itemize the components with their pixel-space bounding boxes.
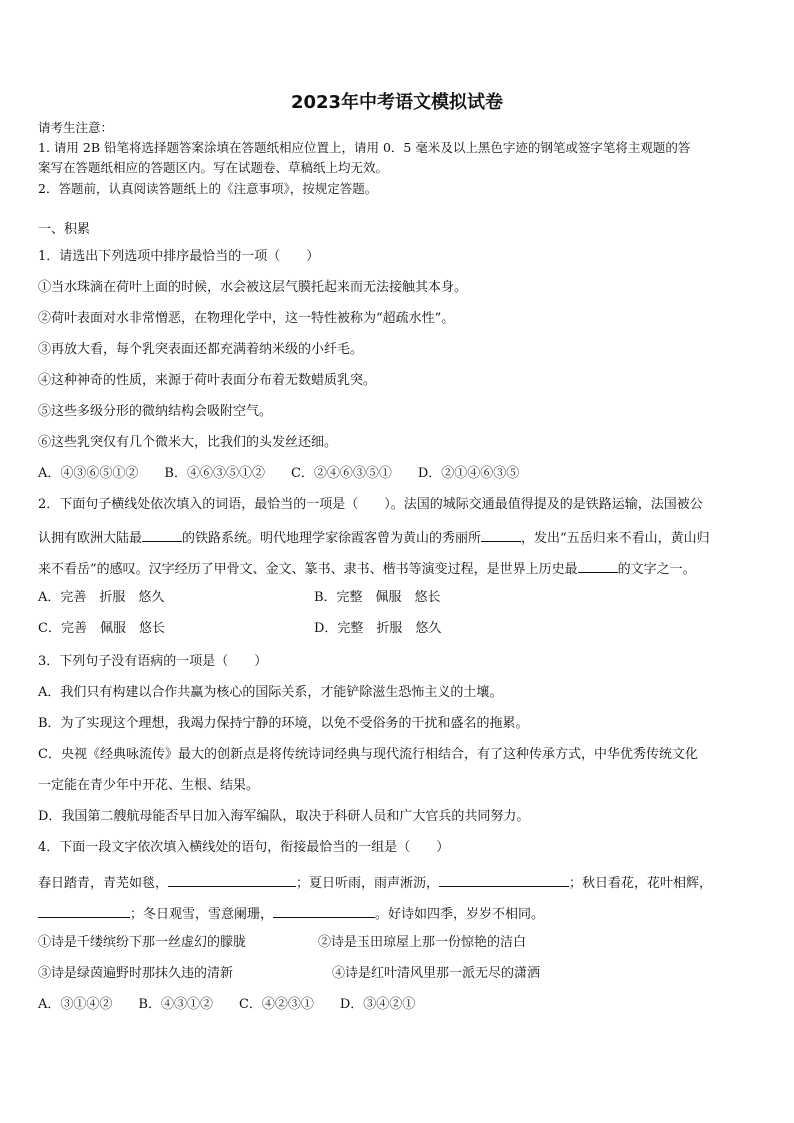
answer-blank (481, 527, 521, 542)
q2-option-d: D．完整 折服 悠久 (314, 621, 442, 636)
q2-text-e: 的文字之一。 (617, 562, 696, 577)
q1-sentence-5: ⑤这些多级分形的微纳结构会吸附空气。 (38, 404, 273, 419)
q2-text-b: 的铁路系统。明代地理学家徐霞客曾为黄山的秀丽所 (182, 531, 482, 546)
q3-option-d: D．我国第二艘航母能否早日加入海军编队，取决于科研人员和广大官兵的共同努力。 (38, 809, 530, 824)
q1-sentence-6: ⑥这些乳突仅有几个微米大，比我们的头发丝还细。 (38, 435, 338, 450)
q1-options: A．④③⑥⑤①② B．④⑥③⑤①② C．②④⑥③⑤① D．②①④⑥③⑤ (38, 466, 520, 481)
q4-text-c: ；秋日看花，花叶相辉， (569, 876, 713, 891)
q3-option-b: B．为了实现这个理想，我竭力保持宁静的环境，以免不受俗务的干扰和盛名的拖累。 (38, 716, 529, 731)
q4-sentence-3: ③诗是绿茵遍野时那抹久违的清新 (38, 966, 234, 981)
q4-passage-line-1 (38, 872, 712, 893)
answer-blank (168, 872, 296, 887)
q3-option-c: C．央视《经典咏流传》最大的创新点是将传统诗词经典与现代流行相结合，有了这种传承方式，中华优秀传统文化 (38, 747, 698, 762)
q1-sentence-3: ③再放大看，每个乳突表面还都充满着纳米级的小纤毛。 (38, 342, 364, 357)
answer-blank (142, 527, 182, 542)
q2-text-d: 来不看岳”的感叹。汉字经历了甲骨文、金文、篆书、隶书、楷书等演变过程，是世界上历史最 (38, 562, 578, 577)
q3-stem: 3．下列句子没有语病的一项是（ ） (38, 654, 268, 669)
q2-text-a: 认拥有欧洲大陆最 (38, 531, 143, 546)
q3-option-c-cont: 一定能在青少年中开花、生根、结果。 (38, 778, 260, 793)
q1-sentence-4: ④这种神奇的性质，来源于荷叶表面分布着无数蜡质乳突。 (38, 373, 377, 388)
q4-sentence-2: ②诗是玉田琼屋上那一份惊艳的洁白 (318, 935, 527, 950)
q4-passage-line-2 (38, 903, 544, 924)
q4-text-b: ；夏日听雨，雨声淅沥， (296, 876, 440, 891)
q1-sentence-2: ②荷叶表面对水非常憎恶，在物理化学中，这一特性被称为“超疏水性”。 (38, 311, 455, 326)
notice-item-1-cont: 案写在答题纸相应的答题区内。写在试题卷、草稿纸上均无效。 (38, 160, 389, 175)
q4-text-a: 春日踏青，青芜如毯， (38, 876, 169, 891)
q2-option-b: B．完整 佩服 悠长 (314, 590, 441, 605)
q2-option-c: C．完善 佩服 悠长 (38, 621, 165, 636)
notice-heading: 请考生注意： (38, 120, 114, 135)
answer-blank (439, 872, 569, 887)
q2-stem: 2．下面句子横线处依次填入的词语，最恰当的一项是（ ）。法国的城际交通最值得提及的是铁路运输，法国被公 (38, 497, 703, 512)
answer-blank (578, 558, 618, 573)
q4-options: A．③①④② B．④③①② C．④②③① D．③④②① (38, 997, 416, 1012)
page-title: 2023年中考语文模拟试卷 (290, 92, 504, 113)
answer-blank (38, 903, 130, 918)
q4-sentence-4: ④诗是红叶清风里那一派无尽的潇洒 (332, 966, 541, 981)
q1-sentence-1: ①当水珠滴在荷叶上面的时候，水会被这层气膜托起来而无法接触其本身。 (38, 280, 468, 295)
q2-text-c: ，发出“五岳归来不看山，黄山归 (521, 531, 710, 546)
q4-text-d: ；冬日观雪，雪意阑珊， (130, 907, 274, 922)
answer-blank (273, 903, 375, 918)
q1-stem: 1．请选出下列选项中排序最恰当的一项（ ） (38, 249, 320, 264)
q2-line-3 (38, 558, 696, 579)
section-heading: 一、积累 (38, 222, 91, 237)
q3-option-a: A．我们只有构建以合作共赢为核心的国际关系，才能铲除滋生恐怖主义的土壤。 (38, 685, 503, 700)
q4-text-e: 。好诗如四季，岁岁不相同。 (375, 907, 545, 922)
q4-sentence-1: ①诗是千缕缤纷下那一丝虚幻的朦胧 (38, 935, 247, 950)
q4-stem: 4．下面一段文字依次填入横线处的语句，衔接最恰当的一组是（ ） (38, 840, 450, 855)
q2-option-a: A．完善 折服 悠久 (38, 590, 165, 605)
notice-item-1: 1. 请用 2B 铅笔将选择题答案涂填在答题纸相应位置上，请用 0．5 毫米及以上黑色字迹的钢笔或签字笔将主观题的答 (38, 140, 691, 155)
notice-item-2: 2．答题前，认真阅读答题纸上的《注意事项》，按规定答题。 (38, 181, 378, 196)
q2-line-2 (38, 527, 710, 548)
